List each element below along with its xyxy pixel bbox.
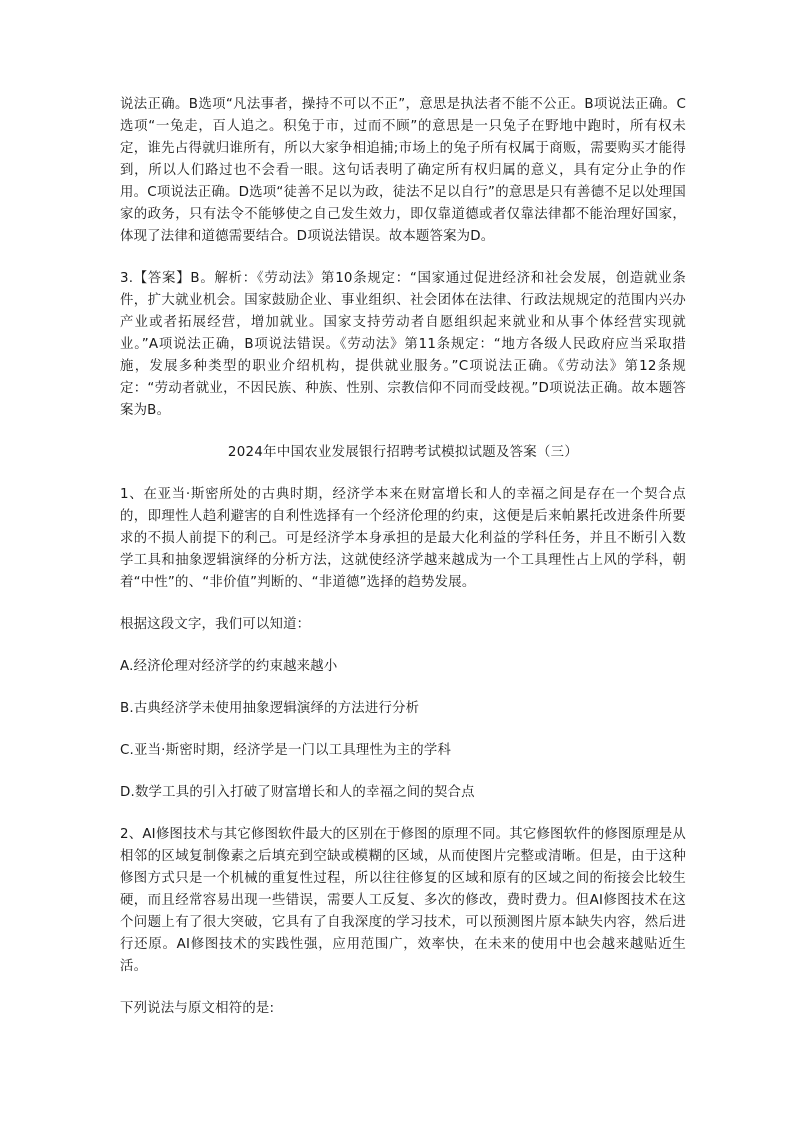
section-title: 2024年中国农业发展银行招聘考试模拟试题及答案（三） <box>227 445 579 460</box>
question-1-stem: 1、在亚当·斯密所处的古典时期，经济学本来在财富增长和人的幸福之间是存在一个契合点的，即理性人趋利避害的自利性选择有一个经济伦理的约束，这便是后来帕累托改进条件所要求的不损人前提下的利己。可是经济学本身承担的是最大化利益的学科任务，并且不断引入数学工具和抽象逻辑演绎的分析方法，这就使经济学越来越成为一个工具理性占上风的学科，朝着“中性”的、“非价值”判断的、“非道德”选择的趋势发展。 <box>120 487 686 590</box>
question-1-option-d: D.数学工具的引入打破了财富增长和人的幸福之间的契合点 <box>120 785 475 800</box>
page-content <box>120 94 686 1020</box>
question-1-prompt: 根据这段文字，我们可以知道： <box>120 617 311 632</box>
answer-3-explanation: 3.【答案】B。解析：《劳动法》第10条规定：“国家通过促进经济和社会发展，创造就业条件，扩大就业机会。国家鼓励企业、事业组织、社会团体在法律、行政法规规定的范围内兴办产业或者拓展经营，增加就业。国家支持劳动者自愿组织起来就业和从事个体经营实现就业。”A项说法正确，B项说法错误。《劳动法》第11条规定：“地方各级人民政府应当采取措施，发展多种类型的职业介绍机构，提供就业服务。”C项说法正确。《劳动法》第12条规定：“劳动者就业，不因民族、种族、性别、宗教信仰不同而受歧视。”D项说法正确。故本题答案为B。 <box>120 271 686 418</box>
question-2-stem: 2、AI修图技术与其它修图软件最大的区别在于修图的原理不同。其它修图软件的修图原理是从相邻的区域复制像素之后填充到空缺或模糊的区域，从而使图片完整或清晰。但是，由于这种修图方式只是一个机械的重复性过程，所以往往修复的区域和原有的区域之间的衔接会比较生硬，而且经常容易出现一些错误，需要人工反复、多次的修改，费时费力。但AI修图技术在这个问题上有了很大突破，它具有了自我深度的学习技术，可以预测图片原本缺失内容，然后进行还原。AI修图技术的实践性强，应用范围广，效率快，在未来的使用中也会越来越贴近生活。 <box>120 827 686 974</box>
previous-answer-explanation: 说法正确。B选项“凡法事者，操持不可以不正”，意思是执法者不能不公正。B项说法正确。C选项“一兔走，百人追之。积兔于市，过而不顾”的意思是一只兔子在野地中跑时，所有权未定，谁先占得就归谁所有，所以大家争相追捕;市场上的兔子所有权属于商贩，需要购买才能得到，所以人们路过也不会看一眼。这句话表明了确定所有权归属的意义，具有定分止争的作用。C项说法正确。D选项“徒善不足以为政，徒法不足以自行”的意思是只有善德不足以处理国家的政务，只有法令不能够使之自己发生效力，即仅靠道德或者仅靠法律都不能治理好国家，体现了法律和道德需要结合。D项说法错误。故本题答案为D。 <box>120 97 686 244</box>
question-1-option-c: C.亚当·斯密时期，经济学是一门以工具理性为主的学科 <box>120 743 452 758</box>
question-1-option-b: B.古典经济学未使用抽象逻辑演绎的方法进行分析 <box>120 701 420 716</box>
question-2-prompt: 下列说法与原文相符的是: <box>120 1001 275 1016</box>
question-1-option-a: A.经济伦理对经济学的约束越来越小 <box>120 659 338 674</box>
